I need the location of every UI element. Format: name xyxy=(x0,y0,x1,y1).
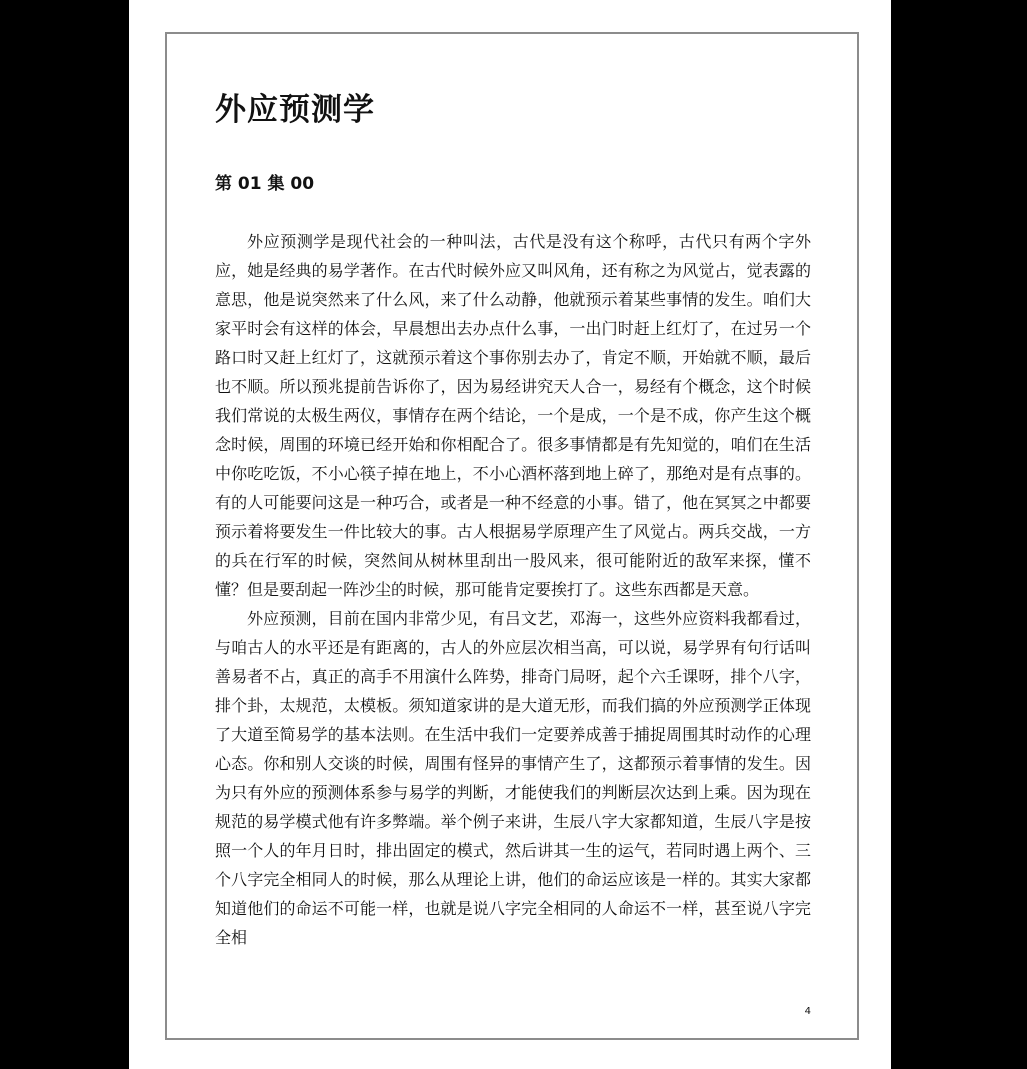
page-number: 4 xyxy=(804,1006,811,1017)
paragraph-1: 外应预测学是现代社会的一种叫法，古代是没有这个称呼，古代只有两个字外应，她是经典的易学著作。在古代时候外应又叫风角，还有称之为风觉占，觉表露的意思，他是说突然来了什么风，来了什么动静，他就预示着某些事情的发生。咱们大家平时会有这样的体会，早晨想出去办点什么事，一出门时赶上红灯了，在过另一个路口时又赶上红灯了，这就预示着这个事你别去办了，肯定不顺，开始就不顺，最后也不顺。所以预兆提前告诉你了，因为易经讲究天人合一，易经有个概念，这个时候我们常说的太极生两仪，事情存在两个结论，一个是成，一个是不成，你产生这个概念时候，周围的环境已经开始和你相配合了。很多事情都是有先知觉的，咱们在生活中你吃吃饭，不小心筷子掉在地上，不小心酒杯落到地上碎了，那绝对是有点事的。有的人可能要问这是一种巧合，或者是一种不经意的小事。错了，他在冥冥之中都要预示着将要发生一件比较大的事。古人根据易学原理产生了风觉占。两兵交战，一方的兵在行军的时候，突然间从树林里刮出一股风来，很可能附近的敌军来探，懂不懂？但是要刮起一阵沙尘的时候，那可能肯定要挨打了。这些东西都是天意。 xyxy=(215,232,811,599)
body-text xyxy=(215,227,811,952)
paragraph-2: 外应预测，目前在国内非常少见，有吕文艺，邓海一，这些外应资料我都看过，与咱古人的水平还是有距离的，古人的外应层次相当高，可以说，易学界有句行话叫善易者不占，真正的高手不用演什么阵势，排奇门局呀，起个六壬课呀，排个八字，排个卦，太规范，太模板。须知道家讲的是大道无形，而我们搞的外应预测学正体现了大道至简易学的基本法则。在生活中我们一定要养成善于捕捉周围其时动作的心理心态。你和别人交谈的时候，周围有怪异的事情产生了，这都预示着事情的发生。因为只有外应的预测体系参与易学的判断，才能使我们的判断层次达到上乘。因为现在规范的易学模式他有许多弊端。举个例子来讲，生辰八字大家都知道，生辰八字是按照一个人的年月日时，排出固定的模式，然后讲其一生的运气，若同时遇上两个、三个八字完全相同人的时候，那么从理论上讲，他们的命运应该是一样的。其实大家都知道他们的命运不可能一样，也就是说八字完全相同的人命运不一样，甚至说八字完全相 xyxy=(215,609,811,947)
section-heading: 第 01 集 00 xyxy=(215,174,315,194)
document-title: 外应预测学 xyxy=(215,92,375,128)
document-page xyxy=(129,0,891,1069)
page-border-frame xyxy=(165,32,859,1040)
